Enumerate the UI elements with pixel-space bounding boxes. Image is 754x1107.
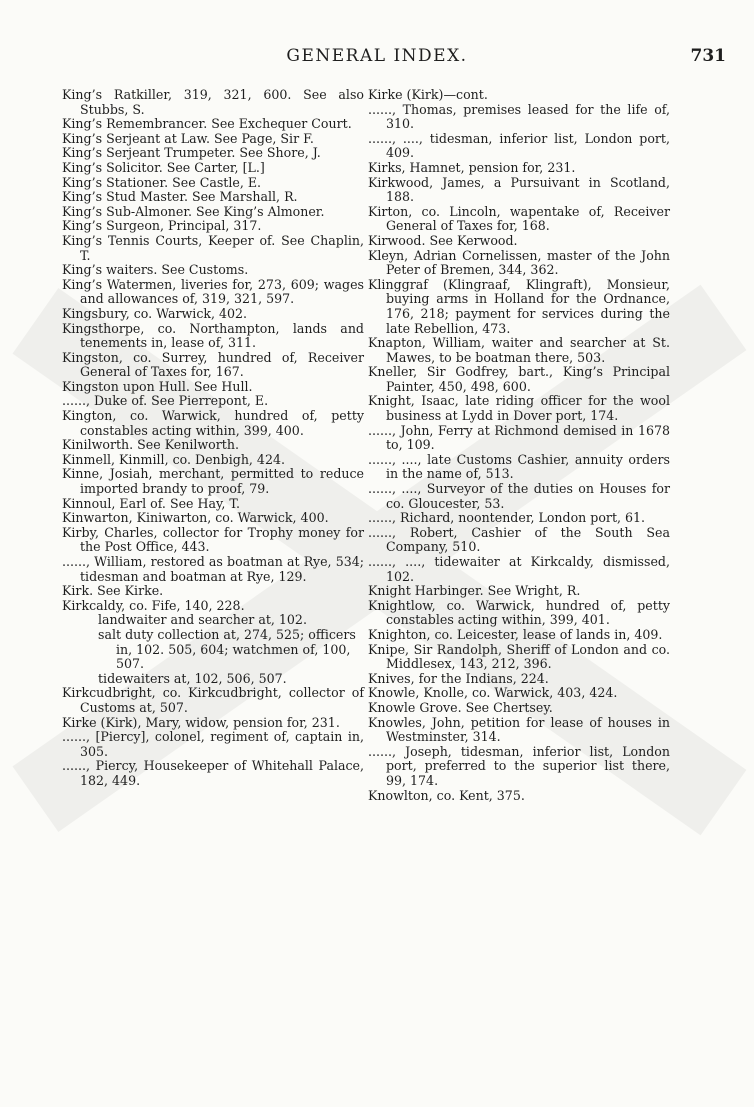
index-entry: Kinilworth. See Kenilworth. (62, 437, 239, 453)
index-entry: Kneller, Sir Godfrey, bart., King’s Principal Painter, 450, 498, 600. (368, 364, 670, 394)
index-entry: ......, ...., late Customs Cashier, annuity orders in the name of, 513. (368, 451, 670, 482)
page-number: 731 (690, 46, 726, 66)
index-entry: Kirwood. See Kerwood. (368, 232, 518, 248)
index-entry: King’s Serjeant Trumpeter. See Shore, J. (62, 145, 321, 161)
index-entry: Kirkwood, James, a Pursuivant in Scotland, 188. (368, 174, 670, 205)
index-entry: Kirkcaldy, co. Fife, 140, 228. (62, 597, 245, 613)
index-column-left (62, 88, 364, 789)
index-entry: Kirke (Kirk)—cont. (368, 87, 488, 102)
index-entry: King’s Watermen, liveries for, 273, 609; wages and allowances of, 319, 321, 597. (62, 276, 364, 307)
index-entry: Knowles, John, petition for lease of houses in Westminster, 314. (368, 714, 670, 745)
index-entry: ......, Thomas, premises leased for the life of, 310. (368, 101, 670, 132)
index-entry: Kirby, Charles, collector for Trophy money for the Post Office, 443. (62, 524, 364, 555)
index-entry: ......, ...., Surveyor of the duties on Houses for co. Gloucester, 53. (368, 481, 670, 511)
index-entry: Knight Harbinger. See Wright, R. (368, 583, 581, 599)
index-entry: Klinggraf (Klingraaf, Klingraft), Monsieur, buying arms in Holland for the Ordnance, 176, 218; payment for services during the late Rebellion, 473. (368, 276, 670, 336)
index-entry: King’s Surgeon, Principal, 317. (62, 218, 262, 234)
index-entry: Knives, for the Indians, 224. (368, 670, 549, 686)
index-entry: King’s Remembrancer. See Exchequer Court. (62, 116, 352, 132)
index-entry: Kington, co. Warwick, hundred of, petty constables acting within, 399, 400. (62, 408, 364, 438)
index-entry: Knowlton, co. Kent, 375. (368, 787, 525, 803)
index-entry: salt duty collection at, 274, 525; officers in, 102. 505, 604; watchmen of, 100, 507. (98, 626, 356, 672)
running-title: GENERAL INDEX. (286, 46, 468, 66)
index-entry: ......, ...., tidewaiter at Kirkcaldy, dismissed, 102. (368, 554, 670, 584)
index-entry: King’s Sub-Almoner. See King’s Almoner. (62, 203, 325, 219)
index-entry: ......, Joseph, tidesman, inferior list, London port, preferred to the superior list there, 99, 174. (368, 743, 670, 788)
index-entry: tidewaiters at, 102, 506, 507. (98, 670, 287, 686)
index-entry: Knowle Grove. See Chertsey. (368, 699, 553, 715)
index-entry: Kleyn, Adrian Cornelissen, master of the John Peter of Bremen, 344, 362. (368, 247, 670, 278)
index-entry: Kirks, Hamnet, pension for, 231. (368, 159, 576, 175)
index-entry: Knipe, Sir Randolph, Sheriff of London and co. Middlesex, 143, 212, 396. (368, 641, 670, 672)
index-entry: Knighton, co. Leicester, lease of lands in, 409. (368, 626, 663, 642)
index-entry: King’s Stationer. See Castle, E. (62, 174, 262, 190)
index-entry: Knightlow, co. Warwick, hundred of, petty constables acting within, 399, 401. (368, 597, 670, 628)
index-entry: Kinmell, Kinmill, co. Denbigh, 424. (62, 451, 285, 467)
index-entry: King’s Ratkiller, 319, 321, 600. See also Stubbs, S. (62, 87, 364, 117)
index-entry: Kinne, Josiah, merchant, permitted to reduce imported brandy to proof, 79. (62, 466, 364, 497)
index-entry: ......, ...., tidesman, inferior list, London port, 409. (368, 130, 670, 161)
page-header (0, 46, 754, 76)
index-entry: Knowle, Knolle, co. Warwick, 403, 424. (368, 685, 618, 701)
index-entry: King’s Stud Master. See Marshall, R. (62, 189, 298, 205)
index-entry: Kirk. See Kirke. (62, 583, 164, 599)
index-column-right (368, 88, 670, 803)
index-entry: Kirkcudbright, co. Kirkcudbright, collector of Customs at, 507. (62, 685, 364, 715)
index-entry: King’s Serjeant at Law. See Page, Sir F. (62, 130, 314, 146)
index-entry: Kinwarton, Kiniwarton, co. Warwick, 400. (62, 510, 329, 526)
index-entry: King’s Tennis Courts, Keeper of. See Chaplin, T. (62, 232, 364, 263)
index-entry: ......, Duke of. See Pierrepont, E. (62, 393, 269, 409)
index-entry: ......, John, Ferry at Richmond demised in 1678 to, 109. (368, 422, 670, 453)
index-entry: Kirton, co. Lincoln, wapentake of, Receiver General of Taxes for, 168. (368, 203, 670, 234)
index-entry: King’s waiters. See Customs. (62, 262, 249, 278)
index-entry: ......, Piercy, Housekeeper of Whitehall Palace, 182, 449. (62, 758, 364, 788)
index-entry: Kingsbury, co. Warwick, 402. (62, 305, 248, 321)
index-entry: landwaiter and searcher at, 102. (98, 612, 307, 628)
index-entry: ......, Richard, noontender, London port, 61. (368, 510, 646, 526)
index-entry: King’s Solicitor. See Carter, [L.] (62, 159, 265, 175)
index-entry: ......, William, restored as boatman at Rye, 534; tidesman and boatman at Rye, 129. (62, 554, 364, 584)
index-entry: Knight, Isaac, late riding officer for the wool business at Lydd in Dover port, 174. (368, 393, 670, 424)
index-entry: ......, Robert, Cashier of the South Sea Company, 510. (368, 524, 670, 555)
index-entry: Kinnoul, Earl of. See Hay, T. (62, 495, 240, 511)
index-entry: ......, [Piercy], colonel, regiment of, captain in, 305. (62, 729, 364, 759)
index-entry: Knapton, William, waiter and searcher at St. Mawes, to be boatman there, 503. (368, 335, 670, 365)
index-entry: Kirke (Kirk), Mary, widow, pension for, 231. (62, 714, 340, 730)
index-entry: Kingston upon Hull. See Hull. (62, 378, 253, 394)
index-entry: Kingsthorpe, co. Northampton, lands and tenements in, lease of, 311. (62, 320, 364, 351)
index-entry: Kingston, co. Surrey, hundred of, Receiver General of Taxes for, 167. (62, 349, 364, 380)
